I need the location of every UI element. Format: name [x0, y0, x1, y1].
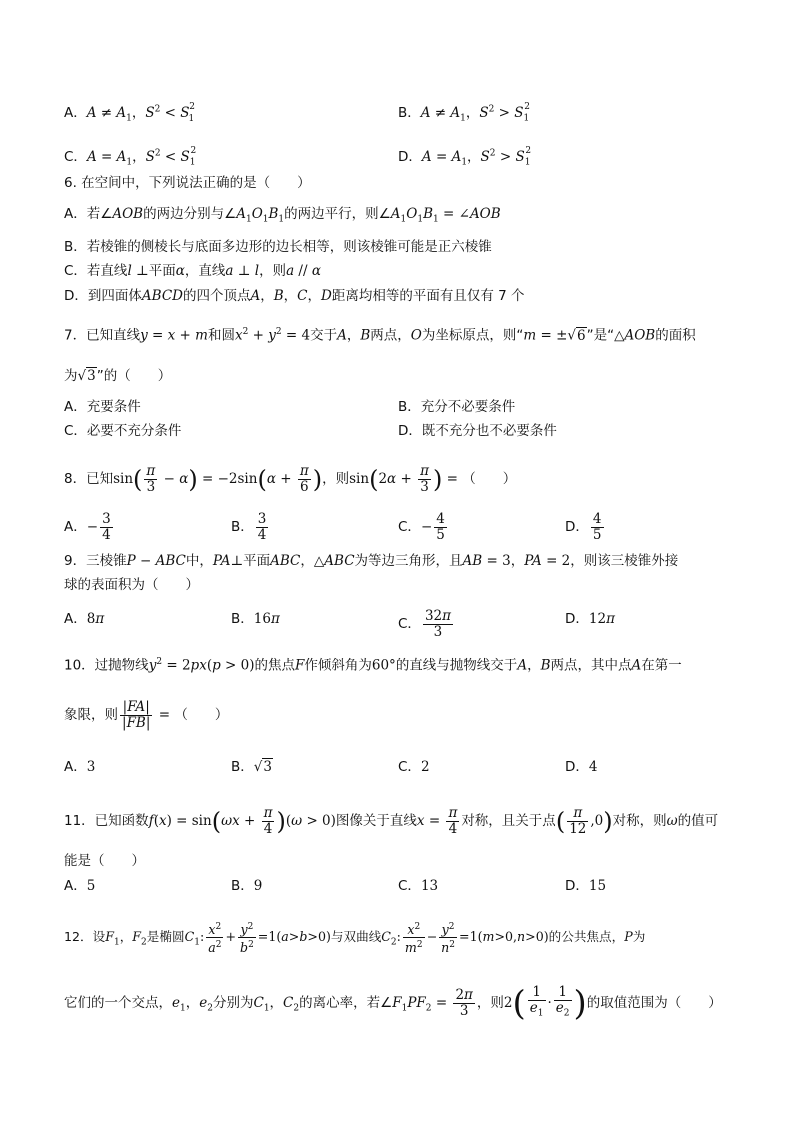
q6-option-d: D．到四面体ABCD的四个顶点A，B，C，D距离均相等的平面有且仅有 7 个: [64, 288, 525, 304]
q11-option-c: C．13: [398, 878, 439, 894]
q5-option-b: B．$A \ne A_1$，$S^2 > S_1^2$: [398, 102, 531, 124]
q6-stem: 6. 在空间中，下列说法正确的是（ ）: [64, 175, 311, 191]
q10-option-b: B．√3: [231, 759, 272, 775]
q11-option-a: A．5: [64, 878, 96, 894]
q10-option-a: A．3: [64, 759, 96, 775]
q9-option-d: D．12π: [565, 611, 615, 627]
q8-option-b: B． $\frac{3}{4}$: [231, 511, 267, 543]
q6-option-a: A．若∠AOB的两边分别与$\angle A_1O_1B_1$的两边平行，则$\angle A_1O_1B_1$ = ∠AOB: [64, 206, 501, 225]
q7-option-b: B．充分不必要条件: [398, 399, 516, 415]
q11-option-d: D．15: [565, 878, 607, 894]
q7-option-d: D．既不充分也不必要条件: [398, 423, 557, 439]
q11-stem-line1: 11．已知函数f(x) = sin(ωx + $\frac{\pi}{4}$ )(ω > 0)图像关于直线x = $\frac{\pi}{4}$ 对称，且关于点( $\frac{\pi}{12}$ ,0)对称，则ω的值可: [64, 805, 719, 837]
q7-stem-line1: 7．已知直线y = x + m和圆$x^2 + y^2 = 4$交于A，B两点，O为坐标原点，则“m = ±√6”是“△AOB的面积: [64, 327, 696, 344]
q7-stem-line2: 为√3”的（ ）: [64, 368, 172, 384]
q10-option-d: D．4: [565, 759, 598, 775]
q10-stem-line2: 象限，则 $\frac{|FA|}{|FB|}$ = （ ）: [64, 699, 229, 731]
q8-stem: 8．已知sin( $\frac{\pi}{3}$ − α) = −2sin(α + $\frac{\pi}{6}$ )，则sin(2α + $\frac{\pi}{3}$ ) = （ ）: [64, 463, 517, 495]
q5-option-c: C．$A = A_1$，$S^2 < S_1^2$: [64, 146, 197, 168]
q9-option-b: B．16π: [231, 611, 280, 627]
q6-option-c: C．若直线l ⊥平面α，直线a ⊥ l，则a // α: [64, 263, 321, 279]
q5-option-a: A．$A \ne A_1$，$S^2 < S_1^2$: [64, 102, 195, 124]
q8-option-d: D． $\frac{4}{5}$: [565, 511, 602, 543]
q11-stem-line2: 能是（ ）: [64, 853, 145, 869]
q7-option-a: A．充要条件: [64, 399, 141, 415]
q12-stem-line1: 12．设$F_1$，$F_2$是椭圆$C_1$: $\frac{x^2}{a^2}$ + $\frac{y^2}{b^2}$ =1(a>b>0)与双曲线$C_2$: $\frac{x^2}{m^2}$ − $\frac{y^2}{n^2}$ =1(m>0,n>0)的公共焦点，P为: [64, 922, 646, 956]
q9-stem-line1: 9．三棱锥P − ABC中，PA⊥平面ABC，△ABC为等边三角形，且AB = 3，PA = 2，则该三棱锥外接: [64, 553, 679, 569]
q7-option-c: C．必要不充分条件: [64, 423, 182, 439]
q10-stem-line1: 10．过抛物线$y^2 = 2px(p > 0)$的焦点F作倾斜角为60°的直线与抛物线交于A，B两点，其中点A在第一: [64, 657, 682, 674]
q11-option-b: B．9: [231, 878, 263, 894]
q6-option-b: B．若棱锥的侧棱长与底面多边形的边长相等，则该棱锥可能是正六棱锥: [64, 239, 492, 255]
q10-option-c: C．2: [398, 759, 430, 775]
q9-option-a: A．8π: [64, 611, 105, 627]
q8-option-c: C．− $\frac{4}{5}$: [398, 511, 445, 543]
q9-option-c: C． $\frac{32\pi}{3}$: [398, 608, 451, 640]
q8-option-a: A．− $\frac{3}{4}$: [64, 511, 111, 543]
q12-stem-line2: 它们的一个交点，$e_1$，$e_2$分别为$C_1$，$C_2$的离心率，若$\angle F_1PF_2$ = $\frac{2\pi}{3}$ ，则2( $\frac{1}{e_1}$ · $\frac{1}{e_2}$ )的取值范围为（ ）: [64, 983, 722, 1024]
q5-option-d: D．$A = A_1$，$S^2 > S_1^2$: [398, 146, 532, 168]
q9-stem-line2: 球的表面积为（ ）: [64, 577, 199, 593]
